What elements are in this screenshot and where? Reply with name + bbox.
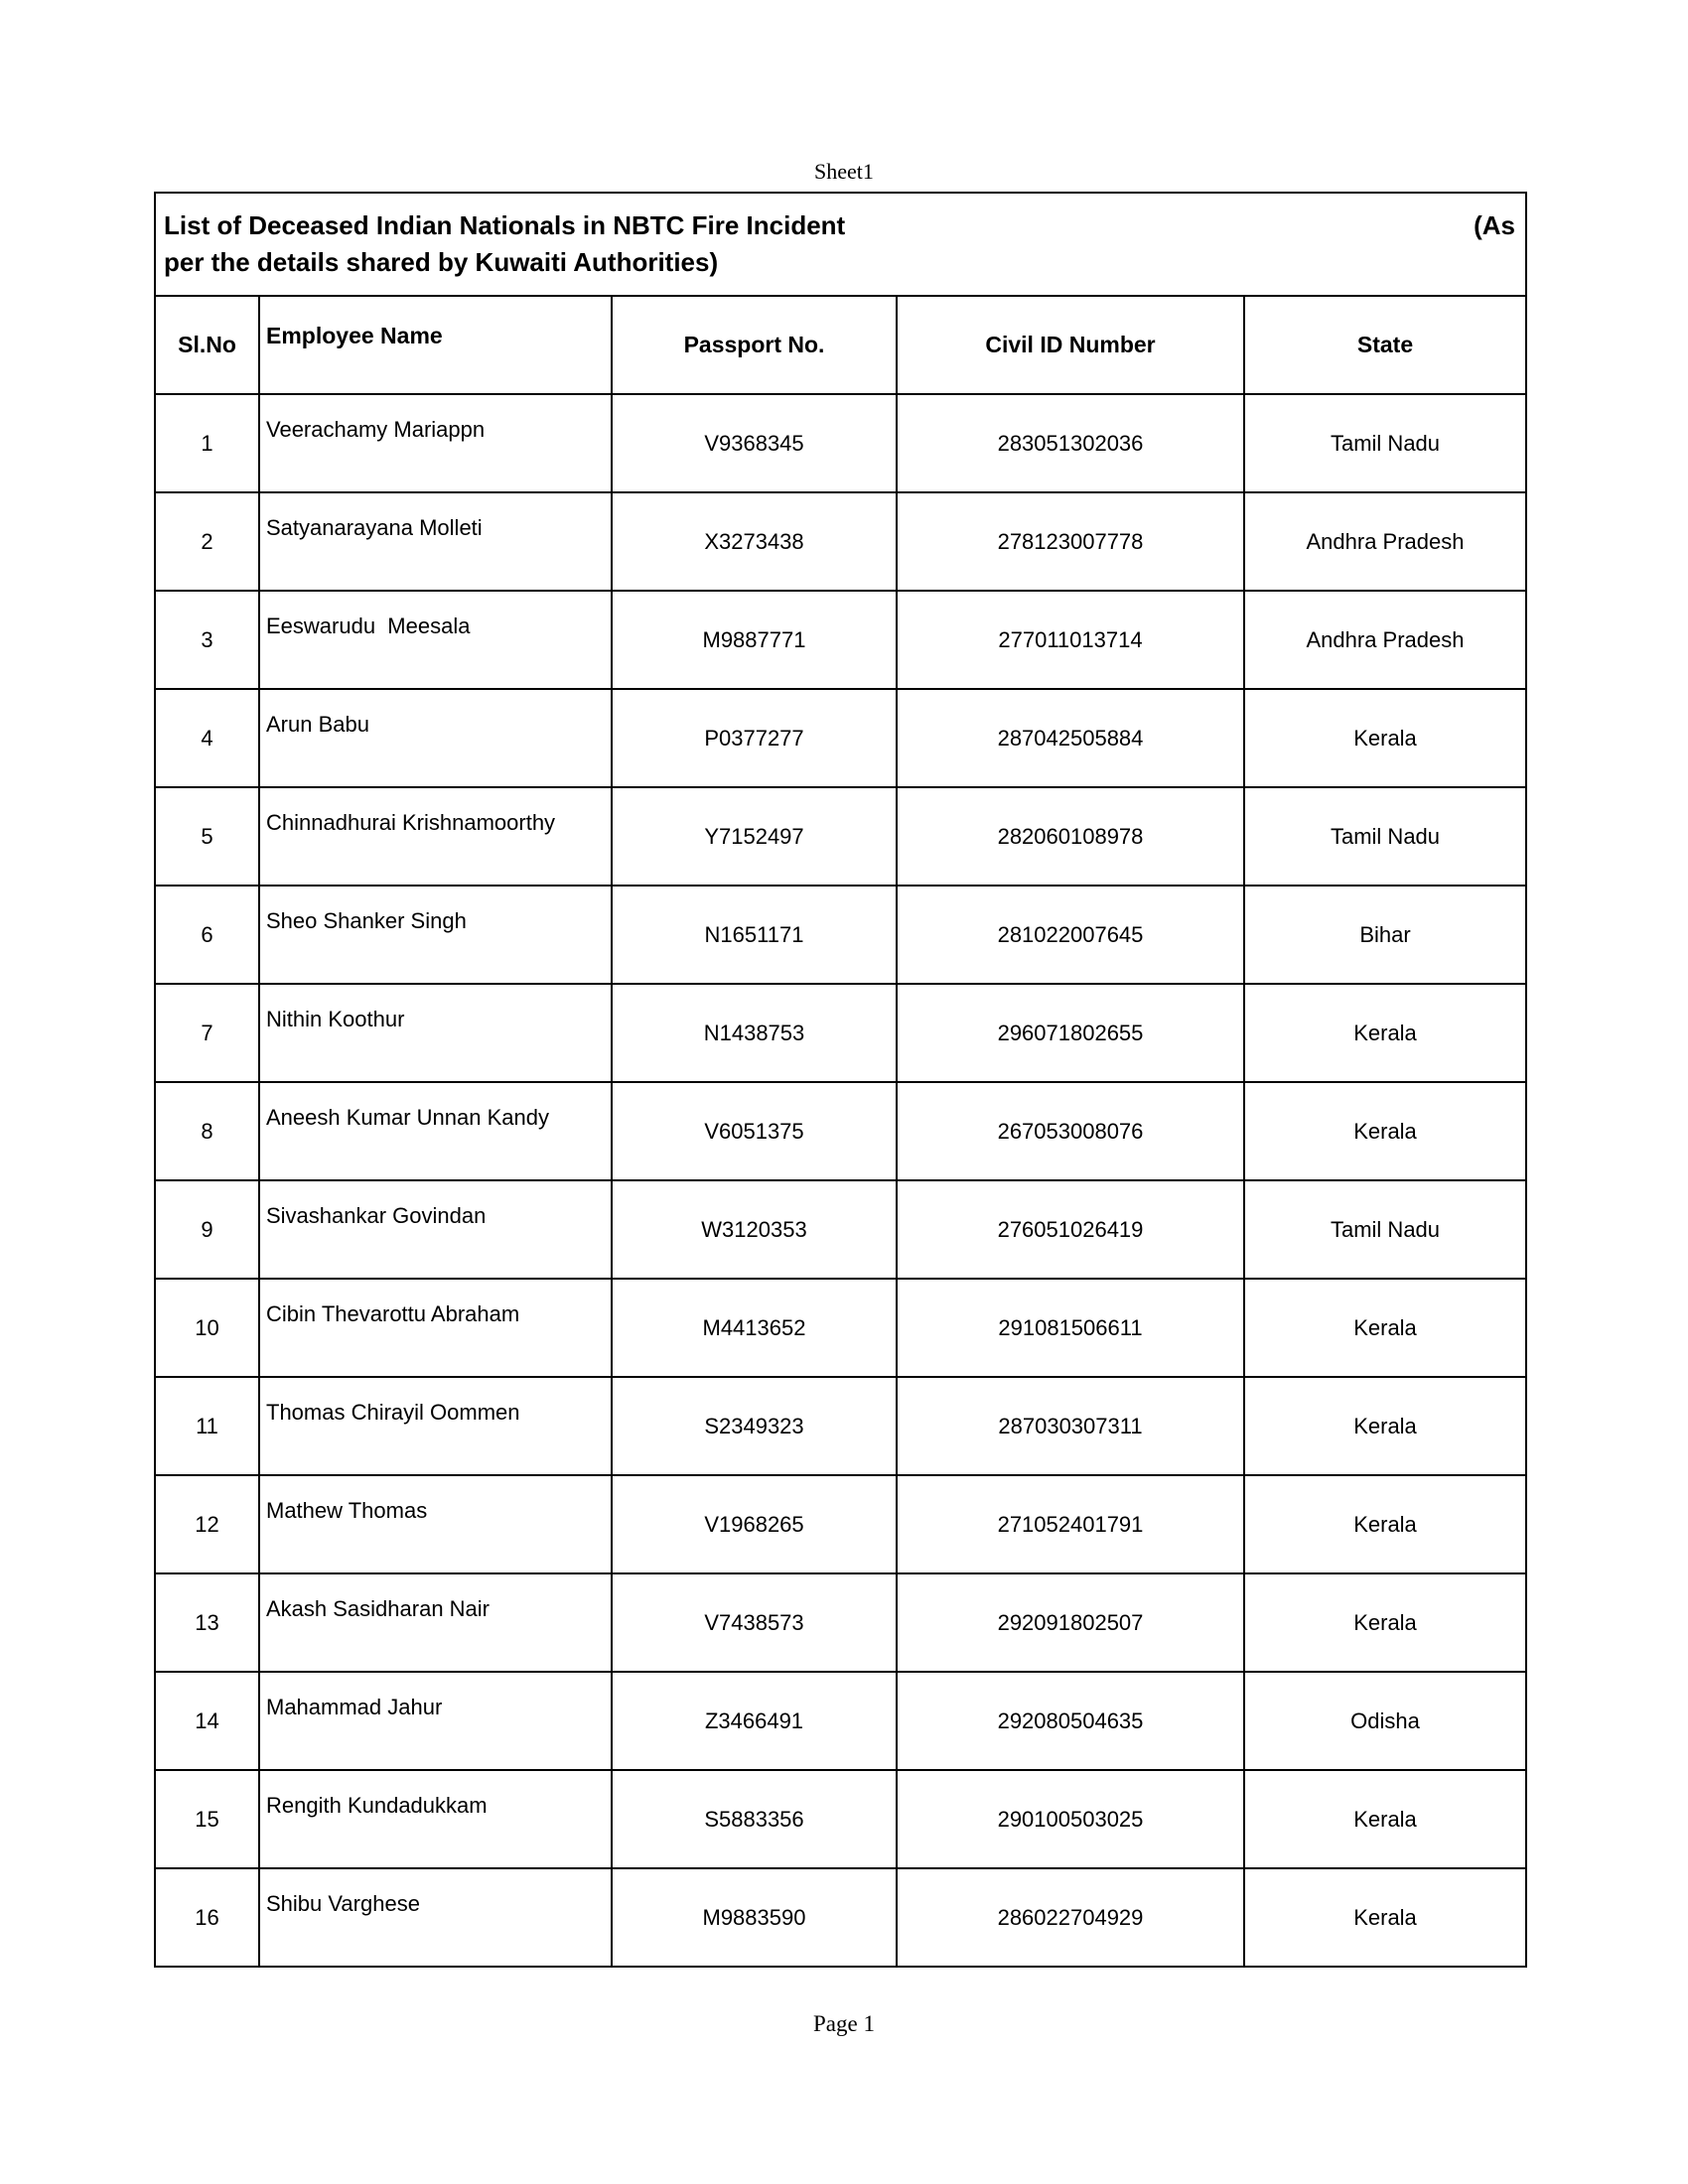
employee-name-cell: Thomas Chirayil Oommen (259, 1377, 612, 1475)
employee-name-cell: Akash Sasidharan Nair (259, 1573, 612, 1672)
passport-cell: S2349323 (612, 1377, 897, 1475)
column-header-state: State (1244, 296, 1526, 394)
deceased-nationals-table (154, 192, 1527, 1968)
passport-cell: V6051375 (612, 1082, 897, 1180)
table-title-row (155, 193, 1526, 296)
slno-cell: 10 (155, 1279, 259, 1377)
table-row (155, 1573, 1526, 1672)
civil-id-cell: 277011013714 (897, 591, 1244, 689)
civil-id-cell: 278123007778 (897, 492, 1244, 591)
table-row (155, 591, 1526, 689)
state-cell: Kerala (1244, 1770, 1526, 1868)
table-title-text: List of Deceased Indian Nationals in NBTC Fire Incident (164, 210, 846, 240)
employee-name-cell: Sheo Shanker Singh (259, 886, 612, 984)
employee-name-cell: Shibu Varghese (259, 1868, 612, 1967)
passport-cell: W3120353 (612, 1180, 897, 1279)
employee-name-cell: Veerachamy Mariappn (259, 394, 612, 492)
table-title-cell (155, 193, 1526, 296)
slno-cell: 7 (155, 984, 259, 1082)
state-cell: Andhra Pradesh (1244, 591, 1526, 689)
passport-cell: V7438573 (612, 1573, 897, 1672)
slno-cell: 2 (155, 492, 259, 591)
passport-cell: X3273438 (612, 492, 897, 591)
state-cell: Bihar (1244, 886, 1526, 984)
passport-cell: V9368345 (612, 394, 897, 492)
employee-name-cell: Sivashankar Govindan (259, 1180, 612, 1279)
slno-cell: 15 (155, 1770, 259, 1868)
state-cell: Kerala (1244, 1475, 1526, 1573)
passport-cell: M9887771 (612, 591, 897, 689)
table-row (155, 1868, 1526, 1967)
passport-cell: M9883590 (612, 1868, 897, 1967)
state-cell: Kerala (1244, 984, 1526, 1082)
civil-id-cell: 296071802655 (897, 984, 1244, 1082)
slno-cell: 5 (155, 787, 259, 886)
table-row (155, 1377, 1526, 1475)
state-cell: Odisha (1244, 1672, 1526, 1770)
civil-id-cell: 287030307311 (897, 1377, 1244, 1475)
passport-cell: Y7152497 (612, 787, 897, 886)
column-header-slno: Sl.No (155, 296, 259, 394)
civil-id-cell: 292080504635 (897, 1672, 1244, 1770)
civil-id-cell: 291081506611 (897, 1279, 1244, 1377)
employee-name-cell: Rengith Kundadukkam (259, 1770, 612, 1868)
employee-name-cell: Mathew Thomas (259, 1475, 612, 1573)
table-head (155, 193, 1526, 394)
slno-cell: 6 (155, 886, 259, 984)
table-row (155, 689, 1526, 787)
table-row (155, 394, 1526, 492)
passport-cell: N1651171 (612, 886, 897, 984)
employee-name-cell: Cibin Thevarottu Abraham (259, 1279, 612, 1377)
table-title-wrap-fragment: (As (1474, 210, 1516, 240)
table-row (155, 1180, 1526, 1279)
civil-id-cell: 283051302036 (897, 394, 1244, 492)
column-header-civil-id-number: Civil ID Number (897, 296, 1244, 394)
table-row (155, 492, 1526, 591)
civil-id-cell: 286022704929 (897, 1868, 1244, 1967)
state-cell: Kerala (1244, 1082, 1526, 1180)
column-header-employee-name: Employee Name (259, 296, 612, 394)
column-header-passport-no: Passport No. (612, 296, 897, 394)
passport-cell: V1968265 (612, 1475, 897, 1573)
page-number-footer: Page 1 (813, 2011, 875, 2036)
slno-cell: 4 (155, 689, 259, 787)
state-cell: Tamil Nadu (1244, 394, 1526, 492)
table-row (155, 1279, 1526, 1377)
employee-name-cell: Aneesh Kumar Unnan Kandy (259, 1082, 612, 1180)
civil-id-cell: 282060108978 (897, 787, 1244, 886)
passport-cell: M4413652 (612, 1279, 897, 1377)
state-cell: Kerala (1244, 1279, 1526, 1377)
slno-cell: 3 (155, 591, 259, 689)
slno-cell: 13 (155, 1573, 259, 1672)
employee-name-cell: Arun Babu (259, 689, 612, 787)
state-cell: Kerala (1244, 1377, 1526, 1475)
table-row (155, 886, 1526, 984)
table-title-line1 (164, 207, 1515, 244)
table-row (155, 1082, 1526, 1180)
passport-cell: N1438753 (612, 984, 897, 1082)
state-cell: Kerala (1244, 689, 1526, 787)
employee-name-cell: Satyanarayana Molleti (259, 492, 612, 591)
state-cell: Andhra Pradesh (1244, 492, 1526, 591)
employee-name-cell: Eeswarudu Meesala (259, 591, 612, 689)
civil-id-cell: 267053008076 (897, 1082, 1244, 1180)
table-row (155, 984, 1526, 1082)
civil-id-cell: 281022007645 (897, 886, 1244, 984)
sheet-name-header: Sheet1 (814, 159, 874, 184)
passport-cell: P0377277 (612, 689, 897, 787)
table-title-line2: per the details shared by Kuwaiti Authorities) (164, 247, 719, 277)
civil-id-cell: 271052401791 (897, 1475, 1244, 1573)
civil-id-cell: 287042505884 (897, 689, 1244, 787)
table-header-row (155, 296, 1526, 394)
slno-cell: 16 (155, 1868, 259, 1967)
slno-cell: 11 (155, 1377, 259, 1475)
slno-cell: 8 (155, 1082, 259, 1180)
state-cell: Kerala (1244, 1573, 1526, 1672)
civil-id-cell: 276051026419 (897, 1180, 1244, 1279)
table-row (155, 1672, 1526, 1770)
state-cell: Tamil Nadu (1244, 787, 1526, 886)
passport-cell: Z3466491 (612, 1672, 897, 1770)
slno-cell: 9 (155, 1180, 259, 1279)
civil-id-cell: 290100503025 (897, 1770, 1244, 1868)
passport-cell: S5883356 (612, 1770, 897, 1868)
table-body (155, 394, 1526, 1967)
employee-name-cell: Chinnadhurai Krishnamoorthy (259, 787, 612, 886)
employee-name-cell: Mahammad Jahur (259, 1672, 612, 1770)
state-cell: Tamil Nadu (1244, 1180, 1526, 1279)
civil-id-cell: 292091802507 (897, 1573, 1244, 1672)
table-row (155, 1475, 1526, 1573)
employee-name-cell: Nithin Koothur (259, 984, 612, 1082)
slno-cell: 14 (155, 1672, 259, 1770)
state-cell: Kerala (1244, 1868, 1526, 1967)
slno-cell: 12 (155, 1475, 259, 1573)
table-row (155, 787, 1526, 886)
table-row (155, 1770, 1526, 1868)
slno-cell: 1 (155, 394, 259, 492)
